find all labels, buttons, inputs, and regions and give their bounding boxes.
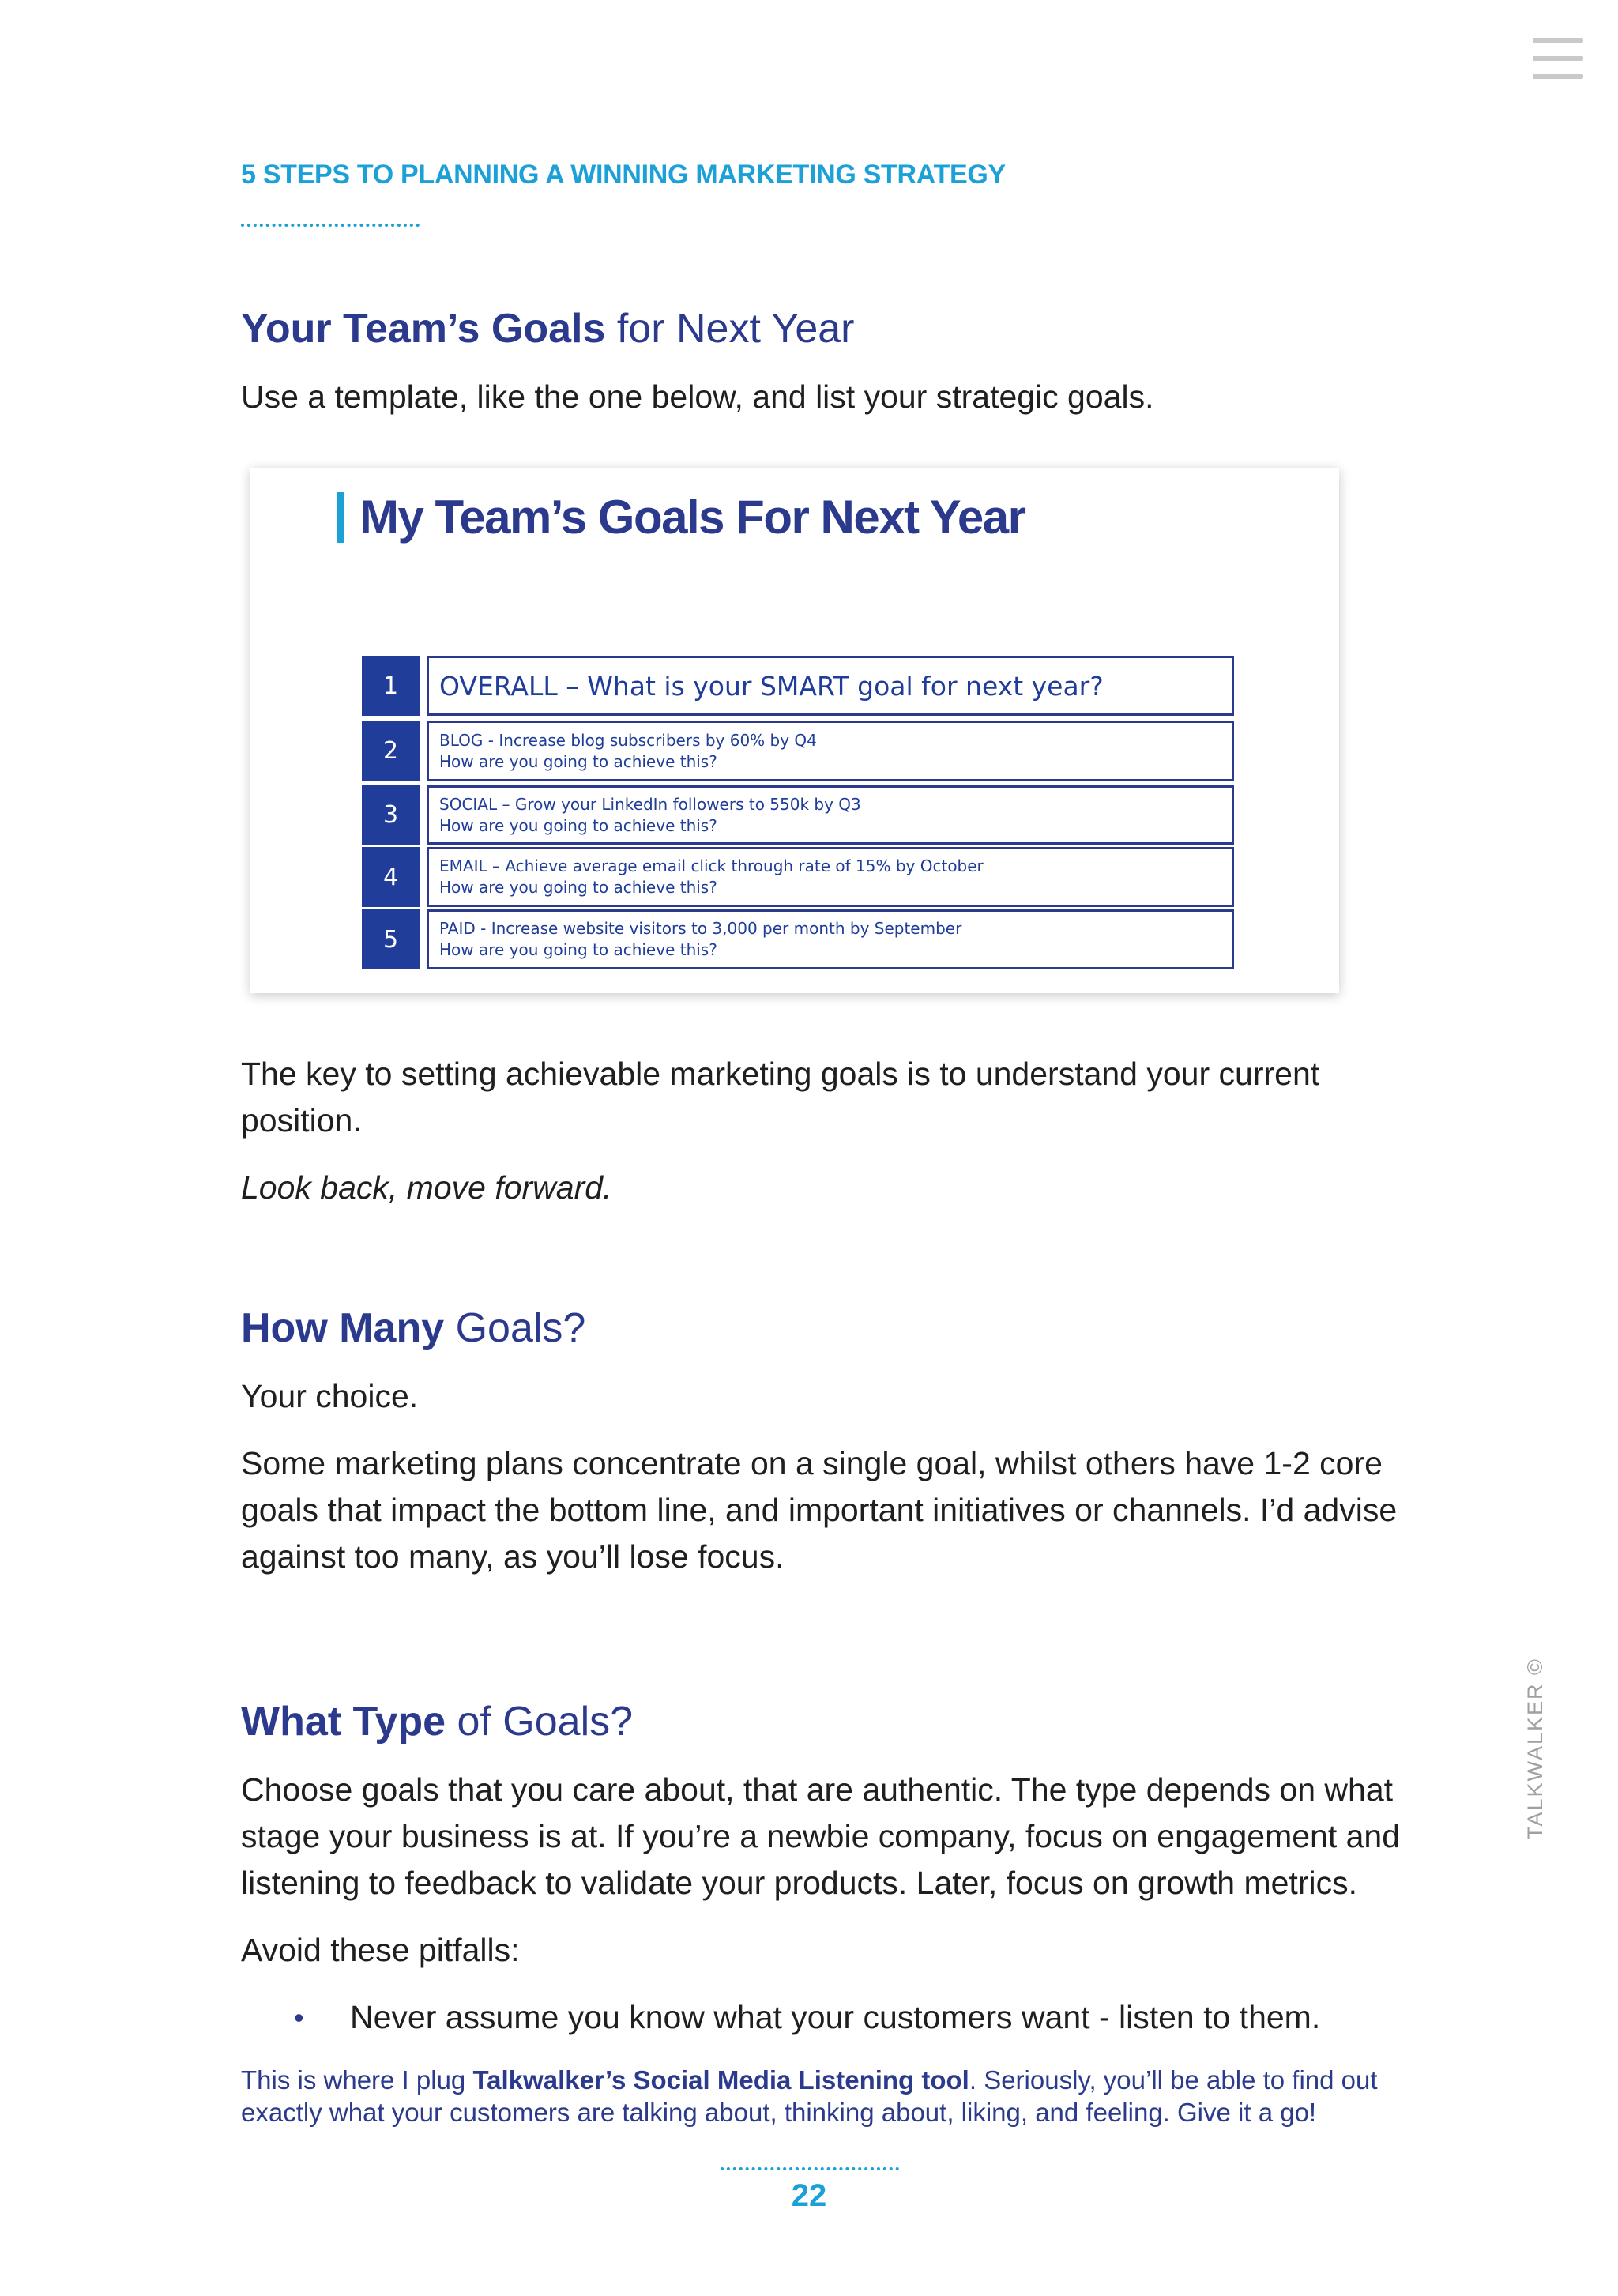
goal-box <box>427 721 1234 781</box>
intro-paragraph: Use a template, like the one below, and list your strategic goals. <box>241 378 1154 416</box>
talkwalker-link[interactable]: Talkwalker’s Social Media Listening tool <box>472 2065 969 2095</box>
goal-text: BLOG - Increase blog subscribers by 60% by Q4 <box>439 730 817 750</box>
look-back-text: Look back, move forward. <box>241 1169 612 1206</box>
header-divider <box>241 224 420 227</box>
section-title-what-type: What Type of Goals? <box>241 1699 634 1745</box>
section-how-many <box>241 1304 1410 1580</box>
footer-divider <box>721 2167 899 2170</box>
goal-row-4 <box>362 847 1234 907</box>
goal-number: 3 <box>362 785 420 845</box>
running-header: 5 STEPS TO PLANNING A WINNING MARKETING STRATEGY <box>241 160 1006 190</box>
figure-title-text: My Team’s Goals For Next Year <box>359 491 1025 544</box>
goal-text: SOCIAL – Grow your LinkedIn followers to 550k by Q3 <box>439 794 861 814</box>
section-what-type <box>241 1697 1410 2041</box>
goals-template-figure <box>250 468 1339 993</box>
goal-text: EMAIL – Achieve average email click through rate of 15% by October <box>439 856 984 875</box>
menu-icon[interactable] <box>1533 38 1583 79</box>
goal-subtext: How are you going to achieve this? <box>439 815 717 835</box>
page-number: 22 <box>791 2178 827 2213</box>
section-title-how-many: How Many Goals? <box>241 1305 586 1351</box>
goal-text: PAID - Increase website visitors to 3,000 per month by September <box>439 919 962 938</box>
goal-number: 5 <box>362 909 420 969</box>
section-title-team-goals: Your Team’s Goals for Next Year <box>241 306 855 352</box>
goal-number: 2 <box>362 721 420 781</box>
key-section <box>241 1051 1410 1211</box>
goal-row-1 <box>362 656 1234 716</box>
goal-subtext: How are you going to achieve this? <box>439 878 717 897</box>
goal-row-3 <box>362 785 1234 845</box>
goal-row-2 <box>362 721 1234 781</box>
goal-box <box>427 909 1234 969</box>
footnote: This is where I plug Talkwalker’s Social Media Listening tool. Seriously, you’ll be able to find out exactly what your customers are talking about, thinking about, liking, and feeling. Give it a go! <box>241 2065 1378 2127</box>
goal-subtext: How are you going to achieve this? <box>439 940 717 959</box>
figure-title <box>337 490 1025 544</box>
goal-row-5 <box>362 909 1234 969</box>
how-many-paragraph-2: Some marketing plans concentrate on a single goal, whilst others have 1-2 core goals that impact the bottom line, and important initiatives or channels. I’d advise against too many, as you’ll lose focus. <box>241 1445 1398 1575</box>
goal-box <box>427 847 1234 907</box>
goal-box <box>427 785 1234 845</box>
goal-text: OVERALL – What is your SMART goal for next year? <box>439 670 1104 702</box>
goal-subtext: How are you going to achieve this? <box>439 751 717 771</box>
goal-box <box>427 656 1234 716</box>
list-item: • Never assume you know what your customers want - listen to them. <box>241 1994 1410 2041</box>
goal-number: 4 <box>362 847 420 907</box>
figure-accent-bar <box>337 492 344 543</box>
key-paragraph: The key to setting achievable marketing goals is to understand your current position. <box>241 1056 1320 1139</box>
pitfalls-list <box>241 1994 1410 2041</box>
what-type-paragraph-2: Avoid these pitfalls: <box>241 1932 520 1969</box>
goal-number: 1 <box>362 656 420 716</box>
how-many-paragraph-1: Your choice. <box>241 1378 419 1415</box>
section-team-goals <box>241 304 1410 420</box>
what-type-paragraph-1: Choose goals that you care about, that are authentic. The type depends on what stage your business is at. If you’re a newbie company, focus on engagement and listening to feedback to validate your products. Later, focus on growth metrics. <box>241 1771 1401 1902</box>
